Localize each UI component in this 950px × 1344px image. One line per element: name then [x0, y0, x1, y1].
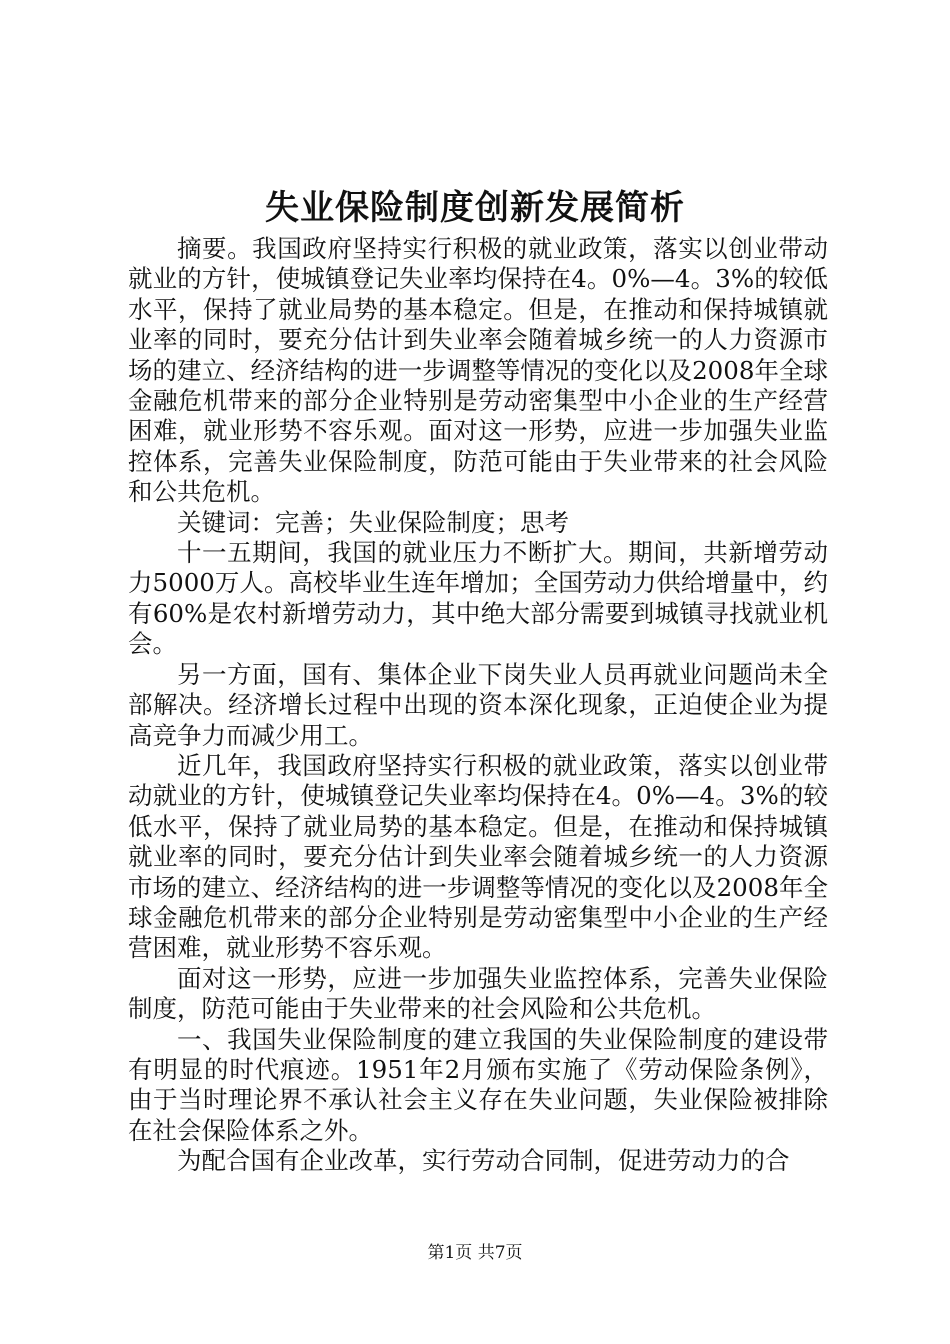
paragraph-abstract: 摘要。我国政府坚持实行积极的就业政策，落实以创业带动就业的方针，使城镇登记失业率均保持在4。0%—4。3%的较低水平，保持了就业局势的基本稳定。但是，在推动和保持城镇就业率的同时，要充分估计到失业率会随着城乡统一的人力资源市场的建立、经济结构的进一步调整等情况的变化以及2008年全球金融危机带来的部分企业特别是劳动密集型中小企业的生产经营困难，就业形势不容乐观。面对这一形势，应进一步加强失业监控体系，完善失业保险制度，防范可能由于失业带来的社会风险和公共危机。	[128, 234, 828, 507]
document-title: 失业保险制度创新发展简析	[265, 188, 685, 228]
document-body	[128, 234, 828, 1177]
paragraph: 一、我国失业保险制度的建立我国的失业保险制度的建设带有明显的时代痕迹。1951年2月颁布实施了《劳动保险条例》，由于当时理论界不承认社会主义存在失业问题，失业保险被排除在社会保险体系之外。	[128, 1024, 828, 1145]
paragraph: 面对这一形势，应进一步加强失业监控体系，完善失业保险制度，防范可能由于失业带来的社会风险和公共危机。	[128, 963, 828, 1024]
paragraph: 近几年，我国政府坚持实行积极的就业政策，落实以创业带动就业的方针，使城镇登记失业率均保持在4。0%—4。3%的较低水平，保持了就业局势的基本稳定。但是，在推动和保持城镇就业率的同时，要充分估计到失业率会随着城乡统一的人力资源市场的建立、经济结构的进一步调整等情况的变化以及2008年全球金融危机带来的部分企业特别是劳动密集型中小企业的生产经营困难，就业形势不容乐观。	[128, 750, 828, 963]
paragraph: 为配合国有企业改革，实行劳动合同制，促进劳动力的合	[177, 1146, 790, 1176]
paragraph: 十一五期间，我国的就业压力不断扩大。期间，共新增劳动力5000万人。高校毕业生连年增加；全国劳动力供给增量中，约有60%是农村新增劳动力，其中绝大部分需要到城镇寻找就业机会。	[128, 538, 828, 659]
page-footer: 第1页 共7页	[427, 1243, 523, 1263]
paragraph: 另一方面，国有、集体企业下岗失业人员再就业问题尚未全部解决。经济增长过程中出现的资本深化现象，正迫使企业为提高竞争力而减少用工。	[128, 659, 828, 750]
paragraph-keywords: 关键词：完善；失业保险制度；思考	[177, 507, 569, 537]
